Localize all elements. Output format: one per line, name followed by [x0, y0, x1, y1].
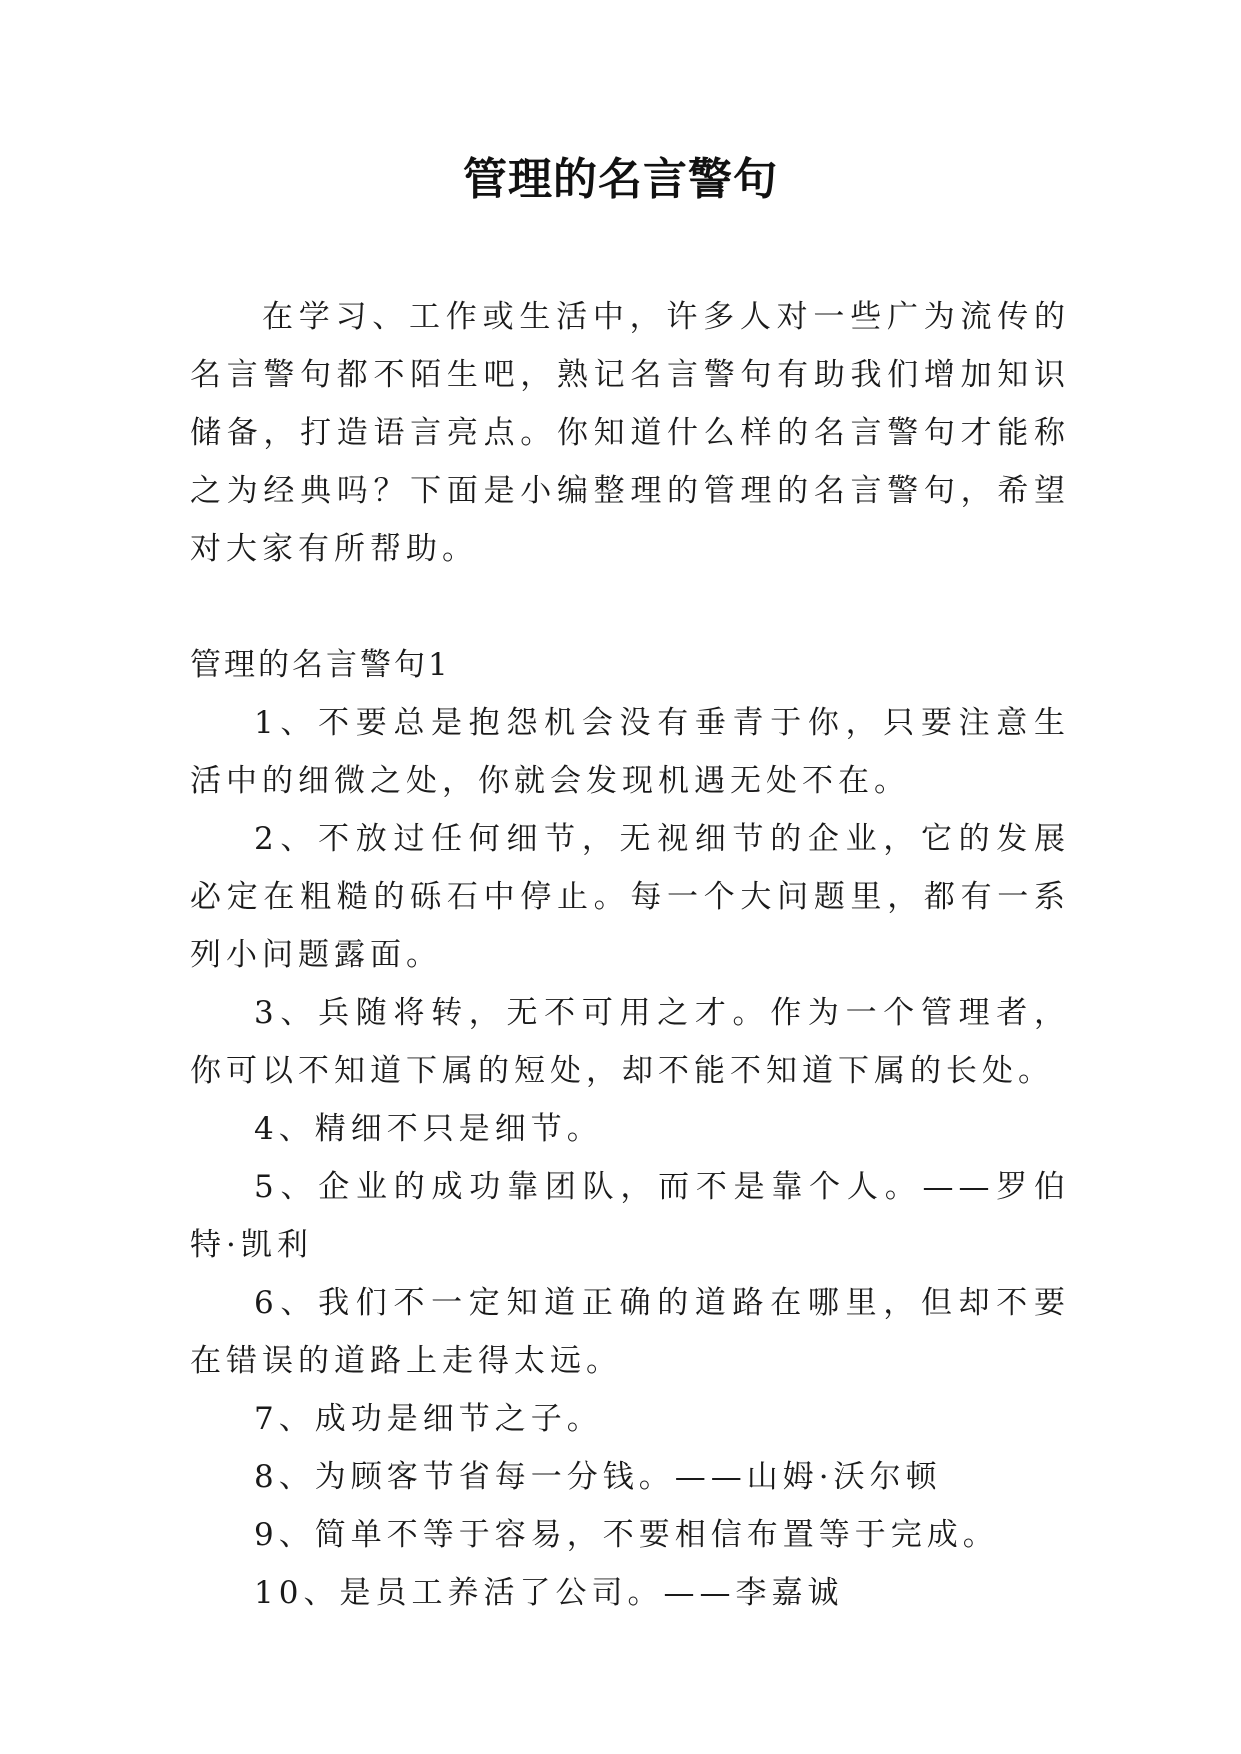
- quote-item-3: 3、兵随将转，无不可用之才。作为一个管理者，你可以不知道下属的短处，却不能不知道下属的长处。: [190, 995, 1070, 1089]
- quote-item-10: 10、是员工养活了公司。——李嘉诚: [254, 1575, 844, 1611]
- quote-item-2: 2、不放过任何细节，无视细节的企业，它的发展必定在粗糙的砾石中停止。每一个大问题里，都有一系列小问题露面。: [190, 821, 1070, 973]
- document-body: [190, 288, 1070, 1622]
- intro-paragraph: 在学习、工作或生活中，许多人对一些广为流传的名言警句都不陌生吧，熟记名言警句有助我们增加知识储备，打造语言亮点。你知道什么样的名言警句才能称之为经典吗？下面是小编整理的管理的名言警句，希望对大家有所帮助。: [190, 299, 1070, 567]
- quote-item-4: 4、精细不只是细节。: [254, 1111, 603, 1147]
- quote-item-9: 9、简单不等于容易，不要相信布置等于完成。: [254, 1517, 999, 1553]
- quote-item-5: 5、企业的成功靠团队，而不是靠个人。——罗伯特·凯利: [190, 1169, 1070, 1263]
- quote-item-8: 8、为顾客节省每一分钱。——山姆·沃尔顿: [254, 1459, 942, 1495]
- quote-item-7: 7、成功是细节之子。: [254, 1401, 603, 1437]
- section-heading: 管理的名言警句1: [190, 647, 451, 683]
- document-title: 管理的名言警句: [463, 154, 778, 205]
- quote-item-1: 1、不要总是抱怨机会没有垂青于你，只要注意生活中的细微之处，你就会发现机遇无处不在。: [190, 705, 1070, 799]
- quote-item-6: 6、我们不一定知道正确的道路在哪里，但却不要在错误的道路上走得太远。: [190, 1285, 1070, 1379]
